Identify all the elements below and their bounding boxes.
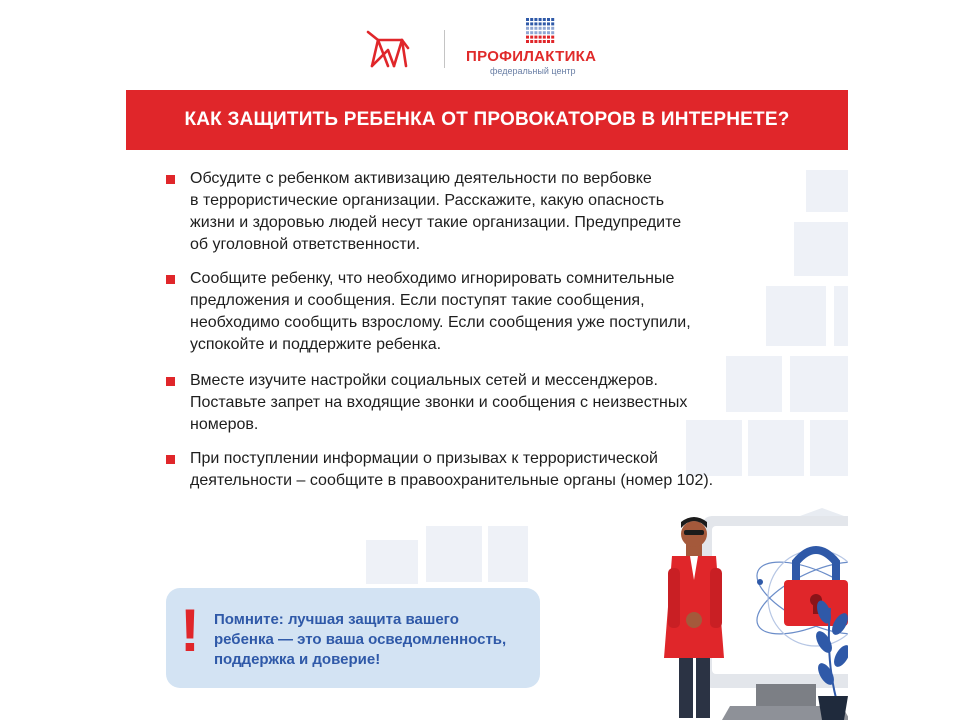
poster <box>126 0 848 720</box>
exclamation-icon: ! <box>180 597 200 664</box>
bullet-square-icon <box>166 455 175 464</box>
page-title: КАК ЗАЩИТИТЬ РЕБЕНКА ОТ ПРОВОКАТОРОВ В ИНТЕРНЕТЕ? <box>184 109 790 130</box>
logo-subtitle: федеральный центр <box>490 66 576 76</box>
reminder-text: Помните: лучшая защита вашего ребенка — это ваша осведомленность, поддержка и доверие! <box>214 611 507 668</box>
security-illustration <box>526 508 848 720</box>
bullet-square-icon <box>166 275 175 284</box>
reminder-callout <box>166 588 540 688</box>
list-item-text: Сообщите ребенку, что необходимо игнорировать сомнительные предложения и сообщения. Если поступят такие сообщения, необходимо сообщить взрослому. Если сообщения уже поступили, успокойте и поддержите ребенка. <box>190 270 691 353</box>
title-banner <box>126 90 848 150</box>
bullet-square-icon <box>166 175 175 184</box>
logo-divider <box>444 30 445 68</box>
list-item-text: Вместе изучите настройки социальных сетей и мессенджеров. Поставьте запрет на входящие звонки и сообщения с неизвестных номеров. <box>190 372 688 433</box>
list-item-text: При поступлении информации о призывах к террористической деятельности – сообщите в правоохранительные органы (номер 102). <box>190 450 714 489</box>
red-geometric-animal-logo-icon <box>366 26 410 70</box>
blue-red-dot-grid-logo-icon <box>526 18 556 46</box>
logo-title: ПРОФИЛАКТИКА <box>466 48 597 65</box>
list-item-text: Обсудите с ребенком активизацию деятельности по вербовке в террористические организации. Расскажите, какую опасность жизни и здоровью людей несут такие организации. Предупредите об уголовной ответственности. <box>190 170 682 253</box>
bullet-square-icon <box>166 377 175 386</box>
